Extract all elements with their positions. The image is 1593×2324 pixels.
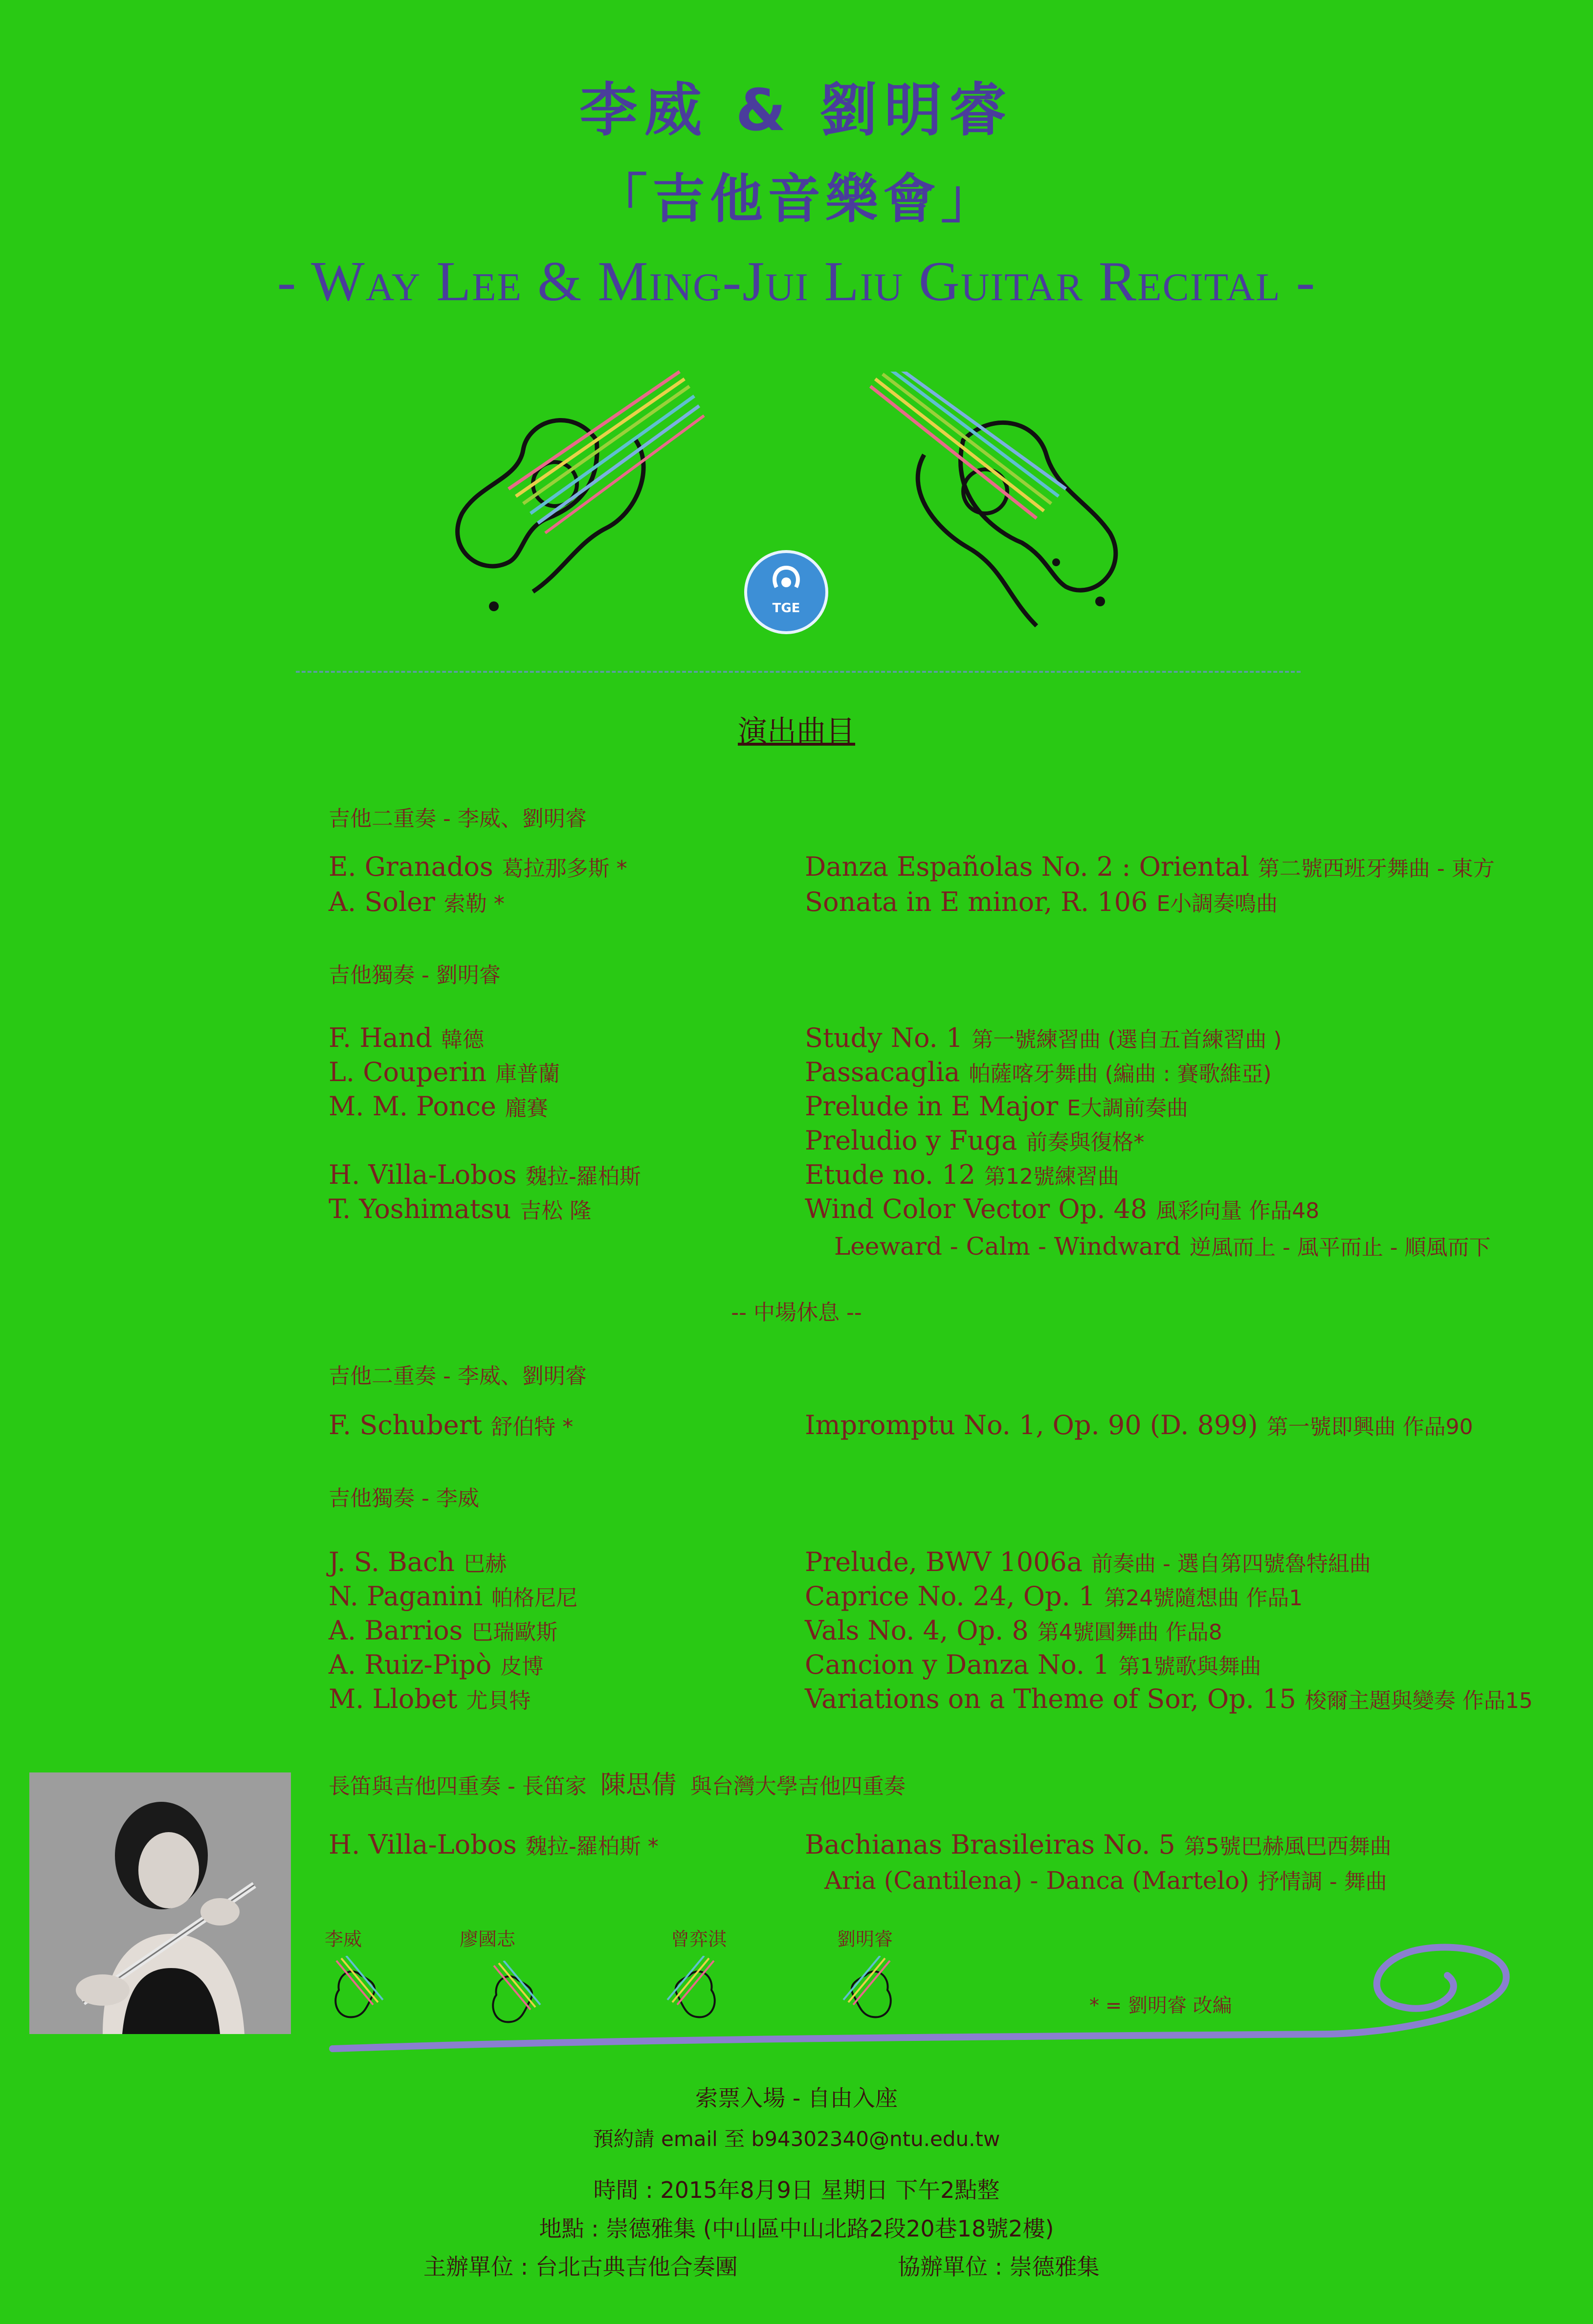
program-row: Preludio y Fuga 前奏與復格*	[805, 1125, 1145, 1156]
section-heading-solo-liu: 吉他獨奏 - 劉明睿	[329, 963, 501, 988]
program-row: Leeward - Calm - Windward 逆風而上 - 風平而止 - 順風而下	[834, 1232, 1491, 1261]
organizer: 主辦單位 : 台北古典吉他合奏團	[423, 2254, 738, 2280]
program-row: A. Barrios 巴瑞歐斯	[329, 1615, 558, 1646]
program-row: Impromptu No. 1, Op. 90 (D. 899) 第一號即興曲 作品90	[805, 1410, 1473, 1440]
section-heading-duo-2: 吉他二重奏 - 李威、劉明睿	[329, 1364, 587, 1389]
section-heading-solo-lee: 吉他獨奏 - 李威	[329, 1486, 479, 1511]
section-heading-flute-quartet: 長笛與吉他四重奏 - 長笛家 陳思倩 與台灣大學吉他四重奏	[329, 1771, 906, 1800]
concert-place: 地點 : 崇德雅集 (中山區中山北路2段20巷18號2樓)	[539, 2215, 1054, 2242]
guitar-right-icon	[861, 372, 1134, 645]
subtitle-zh: 「吉他音樂會」	[594, 169, 998, 230]
program-row: Study No. 1 第一號練習曲 (選自五首練習曲 )	[805, 1022, 1282, 1053]
program-row: Vals No. 4, Op. 8 第4號圓舞曲 作品8	[805, 1615, 1222, 1646]
quartet-member-name: 廖國志	[460, 1928, 516, 1950]
program-row: Passacaglia 帕薩喀牙舞曲 (編曲 : 賽歌維亞)	[805, 1057, 1272, 1087]
program-row: M. M. Ponce 龐賽	[329, 1091, 548, 1122]
program-row: L. Couperin 庫普蘭	[329, 1057, 560, 1087]
program-row: E. Granados 葛拉那多斯 *	[329, 851, 627, 882]
program-row: F. Hand 韓德	[329, 1022, 485, 1053]
header-divider	[296, 671, 1301, 673]
quartet-member-name: 李威	[325, 1928, 362, 1950]
quartet-member-name: 劉明睿	[837, 1928, 893, 1950]
program-row: Aria (Cantilena) - Danca (Martelo) 抒情調 - 舞曲	[824, 1866, 1387, 1895]
program-row: J. S. Bach 巴赫	[329, 1547, 507, 1577]
program-row: Wind Color Vector Op. 48 風彩向量 作品48	[805, 1194, 1320, 1224]
intermission: -- 中場休息 --	[731, 1300, 862, 1325]
ticket-info: 索票入場 - 自由入座	[695, 2085, 898, 2111]
program-row: Danza Españolas No. 2 : Oriental 第二號西班牙舞曲 - 東方	[805, 851, 1495, 882]
program-heading: 演出曲目	[738, 714, 855, 749]
program-row: Variations on a Theme of Sor, Op. 15 梭爾主題與變奏 作品15	[805, 1683, 1533, 1714]
program-row: F. Schubert 舒伯特 *	[329, 1410, 574, 1440]
tge-logo	[744, 550, 828, 634]
program-row: Caprice No. 24, Op. 1 第24號隨想曲 作品1	[805, 1581, 1303, 1612]
program-row: Bachianas Brasileiras No. 5 第5號巴赫風巴西舞曲	[805, 1829, 1392, 1860]
program-row: Etude no. 12 第12號練習曲	[805, 1159, 1119, 1190]
program-row: Sonata in E minor, R. 106 E小調奏鳴曲	[805, 886, 1278, 917]
title-en: - Way Lee & Ming-Jui Liu Guitar Recital -	[277, 250, 1316, 313]
program-row: T. Yoshimatsu 吉松 隆	[329, 1194, 592, 1224]
arrangement-footnote: * = 劉明睿 改編	[1089, 1994, 1232, 2017]
program-row: N. Paganini 帕格尼尼	[329, 1581, 578, 1612]
program-row: A. Ruiz-Pipò 皮博	[329, 1649, 544, 1680]
tge-logo-text: TGE	[772, 601, 800, 616]
program-row: Cancion y Danza No. 1 第1號歌與舞曲	[805, 1649, 1261, 1680]
program-row: Prelude in E Major E大調前奏曲	[805, 1091, 1189, 1122]
tge-logo-emblem-icon	[762, 563, 811, 602]
concert-time: 時間 : 2015年8月9日 星期日 下午2點整	[593, 2177, 1000, 2203]
co-organizer: 協辦單位 : 崇德雅集	[898, 2254, 1100, 2280]
program-row: M. Llobet 尤貝特	[329, 1683, 531, 1714]
quartet-member-name: 曾弈淇	[671, 1928, 727, 1950]
program-row: A. Soler 索勒 *	[329, 886, 505, 917]
flutist-photo	[29, 1772, 291, 2034]
program-row: H. Villa-Lobos 魏拉-羅柏斯 *	[329, 1829, 659, 1860]
flutist-name: 陳思倩	[600, 1771, 677, 1800]
reservation-info: 預約請 email 至 b94302340@ntu.edu.tw	[593, 2127, 1000, 2151]
section-heading-duo-1: 吉他二重奏 - 李威、劉明睿	[329, 806, 587, 831]
program-row: H. Villa-Lobos 魏拉-羅柏斯	[329, 1159, 641, 1190]
swirl-decoration-icon	[313, 1936, 1565, 2063]
title-zh: 李威 & 劉明睿	[579, 76, 1014, 144]
program-row: Prelude, BWV 1006a 前奏曲 - 選自第四號魯特組曲	[805, 1547, 1371, 1577]
guitar-left-icon	[450, 367, 724, 626]
